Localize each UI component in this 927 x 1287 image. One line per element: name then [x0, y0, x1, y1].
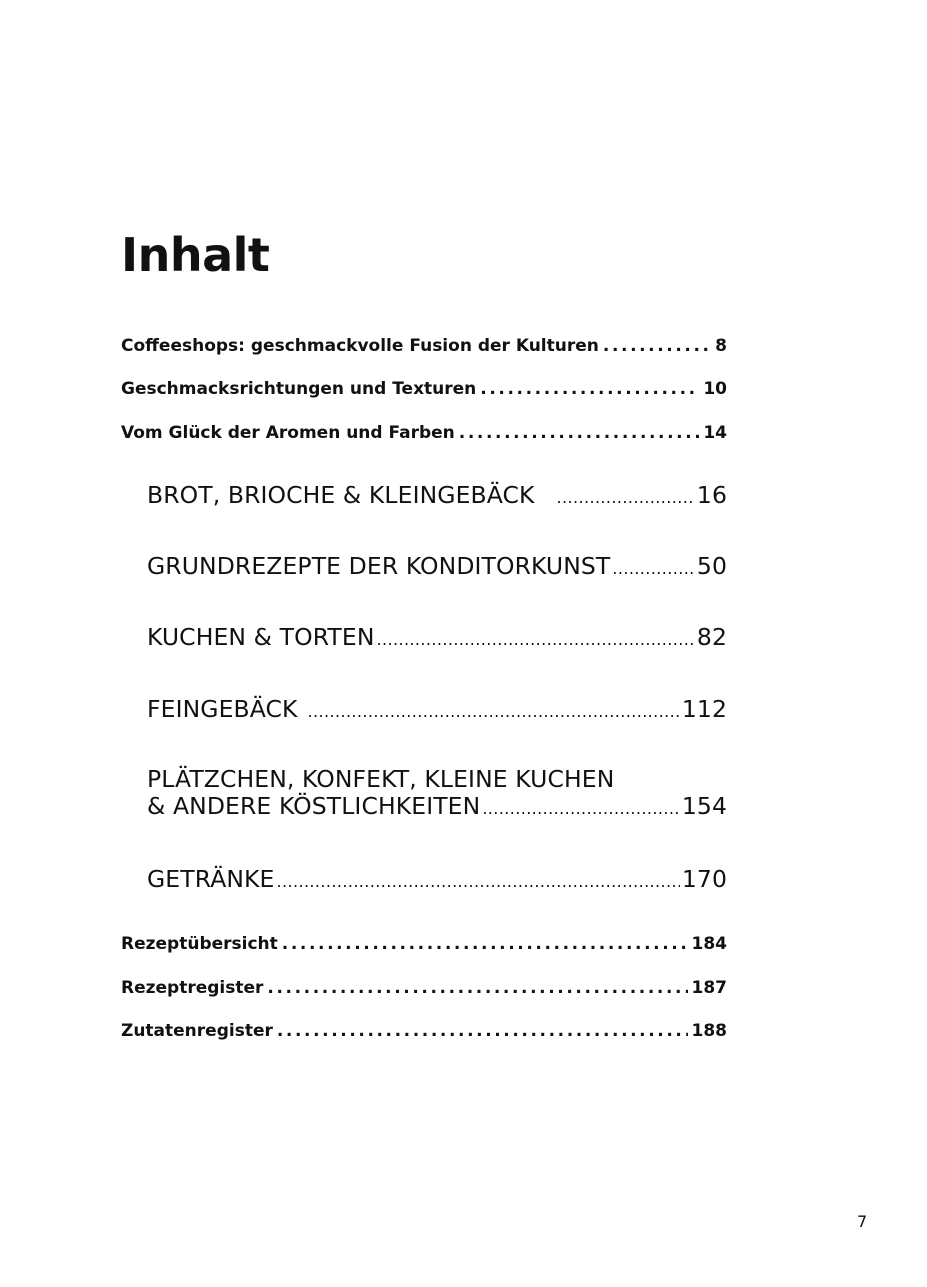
toc-entry-label: Zutatenregister — [121, 1021, 273, 1041]
page-title: Inhalt — [121, 228, 270, 282]
toc-entry-label: Coffeeshops: geschmackvolle Fusion der Kulturen — [121, 336, 599, 356]
dot-leader — [459, 423, 700, 443]
dot-leader — [603, 336, 711, 356]
toc-entry-zutatenregister[interactable] — [121, 1021, 727, 1041]
toc-chapter-label-line1: PLÄTZCHEN, KONFEKT, KLEINE KUCHEN — [147, 765, 615, 793]
dot-leader — [557, 488, 695, 507]
toc-entry-page: 187 — [691, 978, 727, 998]
dot-leader — [612, 559, 695, 578]
toc-entry-page: 188 — [691, 1021, 727, 1041]
toc-entry-aromen[interactable] — [121, 423, 727, 443]
toc-chapter-feingebaeck[interactable] — [147, 695, 727, 723]
dot-leader — [377, 630, 695, 649]
toc-chapter-label: KUCHEN & TORTEN — [147, 623, 375, 651]
toc-entry-label: Rezeptübersicht — [121, 934, 278, 954]
toc-chapter-label-line2: & ANDERE KÖSTLICHKEITEN — [147, 792, 481, 820]
toc-entry-geschmacksrichtungen[interactable] — [121, 379, 727, 399]
toc-chapter-plaetzchen[interactable] — [147, 766, 727, 822]
toc-chapter-kuchen[interactable] — [147, 623, 727, 651]
dot-leader — [277, 872, 680, 891]
toc-chapter-brot[interactable] — [147, 481, 727, 509]
toc-chapter-getraenke[interactable] — [147, 865, 727, 893]
toc-entry-coffeeshops[interactable] — [121, 336, 727, 356]
toc-entry-page: 14 — [703, 423, 727, 443]
toc-chapter-label: GRUNDREZEPTE DER KONDITORKUNST — [147, 552, 611, 580]
dot-leader — [277, 1021, 688, 1041]
dot-leader — [308, 702, 680, 721]
toc-entry-label: Geschmacksrichtungen und Texturen — [121, 379, 477, 399]
toc-chapter-label: GETRÄNKE — [147, 865, 275, 893]
toc-chapter-label: BROT, BRIOCHE & KLEINGEBÄCK — [147, 481, 535, 509]
dot-leader — [480, 379, 699, 399]
toc-chapter-page: 170 — [681, 865, 727, 893]
toc-chapter-label: FEINGEBÄCK — [147, 695, 298, 723]
toc-entry-label: Rezeptregister — [121, 978, 264, 998]
toc-chapter-page: 112 — [681, 695, 727, 723]
toc-entry-page: 10 — [703, 379, 727, 399]
toc-chapter-page: 154 — [681, 792, 727, 820]
toc-entry-rezeptregister[interactable] — [121, 978, 727, 998]
toc-chapter-grundrezepte[interactable] — [147, 552, 727, 580]
toc-entry-rezeptuebersicht[interactable] — [121, 934, 727, 954]
toc-chapter-page: 50 — [696, 552, 727, 580]
toc-chapter-page: 16 — [696, 481, 727, 509]
toc-entry-label: Vom Glück der Aromen und Farben — [121, 423, 455, 443]
dot-leader — [282, 934, 688, 954]
toc-entry-page: 184 — [691, 934, 727, 954]
dot-leader — [267, 978, 687, 998]
toc-chapter-page: 82 — [696, 623, 727, 651]
dot-leader — [482, 795, 680, 822]
toc-entry-page: 8 — [715, 336, 727, 356]
page-number: 7 — [857, 1212, 868, 1231]
